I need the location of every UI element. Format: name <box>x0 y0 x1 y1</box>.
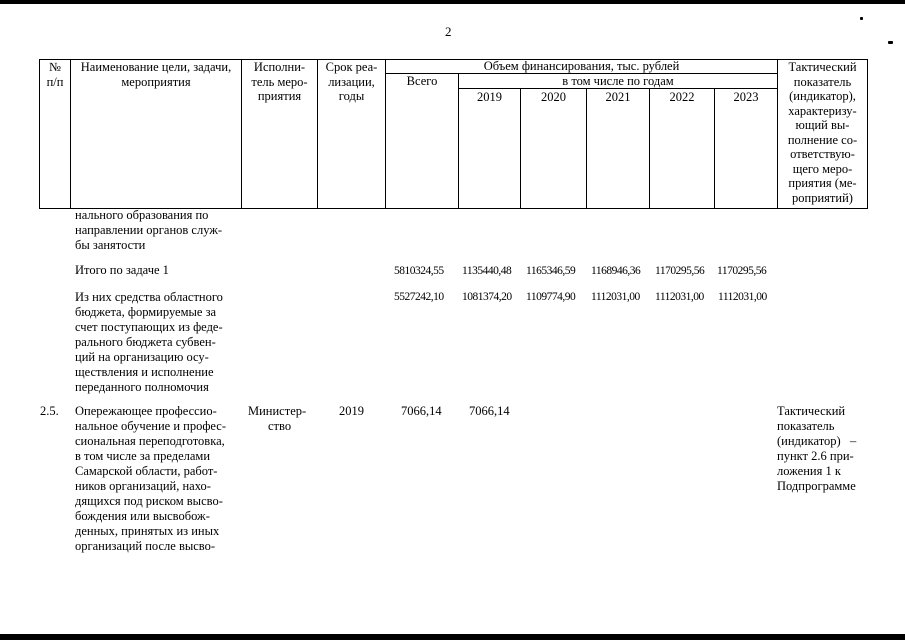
regional-line: счет поступающих из феде- <box>75 320 223 334</box>
header-year-2020: 2020 <box>541 90 566 104</box>
item-name-line: Самарской области, работ- <box>75 464 218 478</box>
table-header <box>39 59 868 209</box>
regional-line: бюджета, формируемые за <box>75 305 217 319</box>
page-number: 2 <box>445 24 452 39</box>
header-executor: Исполни- тель меро- приятия <box>251 60 308 103</box>
item-name-line: сиональная переподготовка, <box>75 434 225 448</box>
item-name-line: бождения или высвобож- <box>75 509 210 523</box>
item-indicator-line: ложения 1 к <box>777 464 841 478</box>
item-name-line: ников организаций, нахо- <box>75 479 211 493</box>
continuation-line: направлении органов служ- <box>75 223 223 237</box>
header-indicator: Тактический показатель (индикатор), характеризу- ющий вы- полнение со- ответствую- щего меро- приятия (ме- роприятий) <box>787 60 858 205</box>
total-task-label: Итого по задаче 1 <box>75 263 169 277</box>
top-scan-border <box>0 0 905 4</box>
item-indicator-line: Тактический <box>777 404 846 418</box>
scan-speck <box>860 17 863 20</box>
item-name-line: нальное обучение и профес- <box>75 419 226 433</box>
item-indicator-line: Подпрограмме <box>777 479 856 493</box>
item-total: 7066,14 <box>401 404 442 418</box>
header-total: Всего <box>406 74 438 88</box>
regional-2020: 1109774,90 <box>526 291 576 303</box>
item-name-line: организаций после высво- <box>75 539 216 553</box>
total-task-sum: 5810324,55 <box>394 265 444 277</box>
total-task-2021: 1168946,36 <box>591 265 641 277</box>
regional-2019: 1081374,20 <box>462 291 512 303</box>
item-name-line: Опережающее профессио- <box>75 404 217 418</box>
item-name-line: денных, принятых из иных <box>75 524 220 538</box>
continuation-line: бы занятости <box>75 238 146 252</box>
header-year-2022: 2022 <box>669 90 695 104</box>
item-executor-line: ство <box>268 419 292 433</box>
total-task-2019: 1135440,48 <box>462 265 512 277</box>
total-task-2023: 1170295,56 <box>717 265 767 277</box>
header-funding: Объем финансирования, тыс. рублей <box>483 59 680 73</box>
item-number: 2.5. <box>40 404 59 418</box>
continuation-line: нального образования по <box>75 208 209 222</box>
item-2019: 7066,14 <box>469 404 510 418</box>
header-year-2019: 2019 <box>477 90 502 104</box>
regional-2022: 1112031,00 <box>655 291 704 303</box>
header-year-2021: 2021 <box>605 90 631 104</box>
regional-line: Из них средства областного <box>75 290 223 304</box>
scan-speck <box>888 41 893 44</box>
header-year-2023: 2023 <box>733 90 759 104</box>
regional-line: рального бюджета субвен- <box>75 335 216 349</box>
item-indicator-line: (индикатор) – <box>777 434 857 448</box>
regional-line: ществления и исполнение <box>75 365 214 379</box>
item-indicator-line: показатель <box>777 419 835 433</box>
item-name-line: в том числе за пределами <box>75 449 211 463</box>
item-indicator-line: пункт 2.6 при- <box>777 449 854 463</box>
header-term: Срок реа- лизации, годы <box>325 60 378 103</box>
regional-2021: 1112031,00 <box>591 291 640 303</box>
header-by-years: в том числе по годам <box>562 74 674 88</box>
header-num: № п/п <box>46 60 64 89</box>
total-task-2020: 1165346,59 <box>526 265 576 277</box>
regional-sum: 5527242,10 <box>394 291 444 303</box>
total-task-2022: 1170295,56 <box>655 265 705 277</box>
item-name-line: дящихся под риском высво- <box>75 494 223 508</box>
regional-2023: 1112031,00 <box>718 291 767 303</box>
item-executor-line: Министер- <box>248 404 307 418</box>
bottom-scan-border <box>0 634 905 640</box>
item-term: 2019 <box>339 404 364 418</box>
header-name: Наименование цели, задачи, мероприятия <box>80 60 232 89</box>
regional-line: переданного полномочия <box>75 380 209 394</box>
regional-line: ций на организацию осу- <box>75 350 209 364</box>
